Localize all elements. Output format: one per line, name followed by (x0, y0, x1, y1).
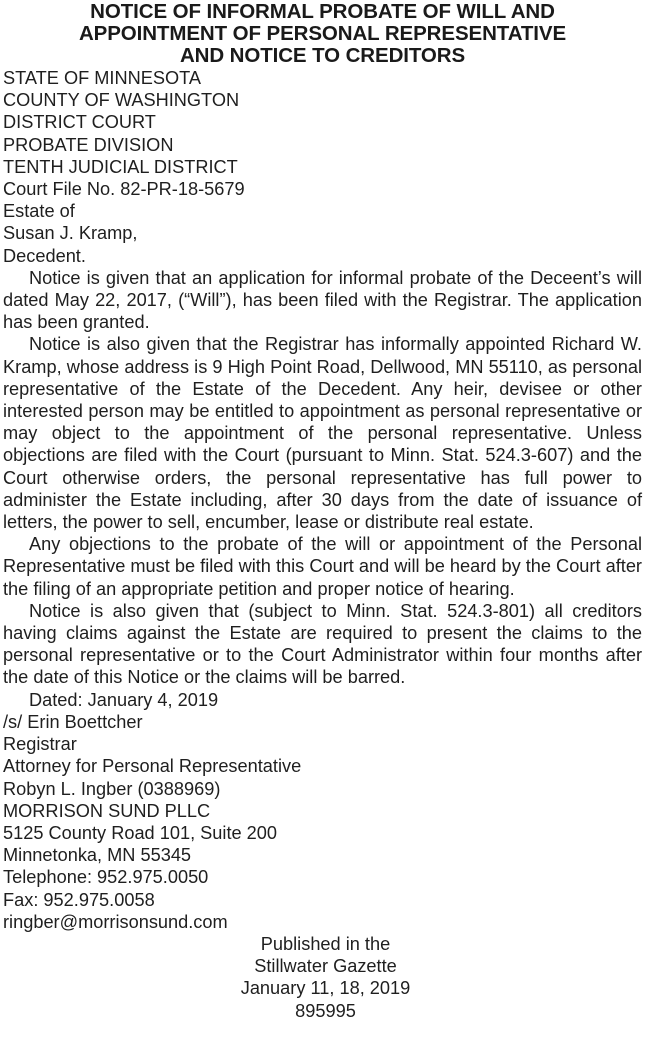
caption-county: COUNTY OF WASHINGTON (3, 90, 240, 111)
decedent-name: Susan J. Kramp, (3, 223, 138, 244)
title-line-3: AND NOTICE TO CREDITORS (179, 44, 466, 67)
attorney-block (3, 755, 642, 933)
publication-dates: January 11, 18, 2019 (240, 978, 411, 999)
attorney-email: ringber@morrisonsund.com (3, 911, 228, 932)
caption-division: PROBATE DIVISION (3, 134, 174, 155)
title-line-1: NOTICE OF INFORMAL PROBATE OF WILL AND (90, 0, 555, 23)
paragraph-application-granted: Notice is given that an application for informal probate of the Deceent’s will dated May 22, 2017, (“Will”), has been filed with the Registrar. The application has been granted. (3, 267, 642, 333)
court-file-number: Court File No. 82-PR-18-5679 (3, 179, 245, 200)
signature-name: /s/ Erin Boettcher (3, 711, 143, 732)
case-caption (3, 67, 642, 267)
paragraph-objections: Any objections to the probate of the will or appointment of the Personal Representative must be filed with this Court and will be heard by the Court after the filing of an appropriate petition and proper notice of hearing. (3, 534, 642, 599)
decedent-label: Decedent. (3, 245, 86, 266)
caption-court: DISTRICT COURT (3, 112, 156, 133)
estate-of-label: Estate of (3, 201, 75, 222)
notice-body (3, 267, 642, 711)
ad-number: 895995 (295, 1000, 356, 1021)
firm-fax: Fax: 952.975.0058 (3, 889, 155, 910)
law-firm-name: MORRISON SUND PLLC (3, 800, 211, 821)
firm-address-line-2: Minnetonka, MN 55345 (3, 845, 192, 866)
publication-info (3, 933, 645, 1022)
attorney-heading: Attorney for Personal Representative (3, 756, 302, 777)
signature-role: Registrar (3, 734, 77, 755)
dated-line: Dated: January 4, 2019 (29, 689, 219, 710)
attorney-name: Robyn L. Ingber (0388969) (3, 778, 221, 799)
paragraph-creditors: Notice is also given that (subject to Minn. Stat. 524.3-801) all creditors having claims against the Estate are required to present the claims to the personal representative or to the Court Administrator within four months after the date of this Notice or the claims will be barred. (3, 600, 642, 688)
firm-address-line-1: 5125 County Road 101, Suite 200 (3, 822, 278, 843)
firm-telephone: Telephone: 952.975.0050 (3, 867, 209, 888)
caption-district: TENTH JUDICIAL DISTRICT (3, 156, 238, 177)
published-in-label: Published in the (260, 933, 391, 954)
notice-title (3, 0, 642, 67)
paragraph-appointment: Notice is also given that the Registrar has informally appointed Richard W. Kramp, whose address is 9 High Point Road, Dellwood, MN 55110, as personal representative of the Estate of the Decedent. Any heir, devisee or other interested person may be entitled to appointment as personal representative or may object to the appointment of the personal representative. Unless objections are filed with the Court (pursuant to Minn. Stat. 524.3-607) and the Court otherwise orders, the personal representative has full power to administer the Estate including, after 30 days from the date of issuance of letters, the power to sell, encumber, lease or distribute real estate. (3, 334, 642, 533)
caption-state: STATE OF MINNESOTA (3, 68, 202, 88)
newspaper-name: Stillwater Gazette (254, 956, 397, 977)
title-line-2: APPOINTMENT OF PERSONAL REPRESENTATIVE (78, 22, 567, 45)
registrar-signature (3, 711, 642, 755)
